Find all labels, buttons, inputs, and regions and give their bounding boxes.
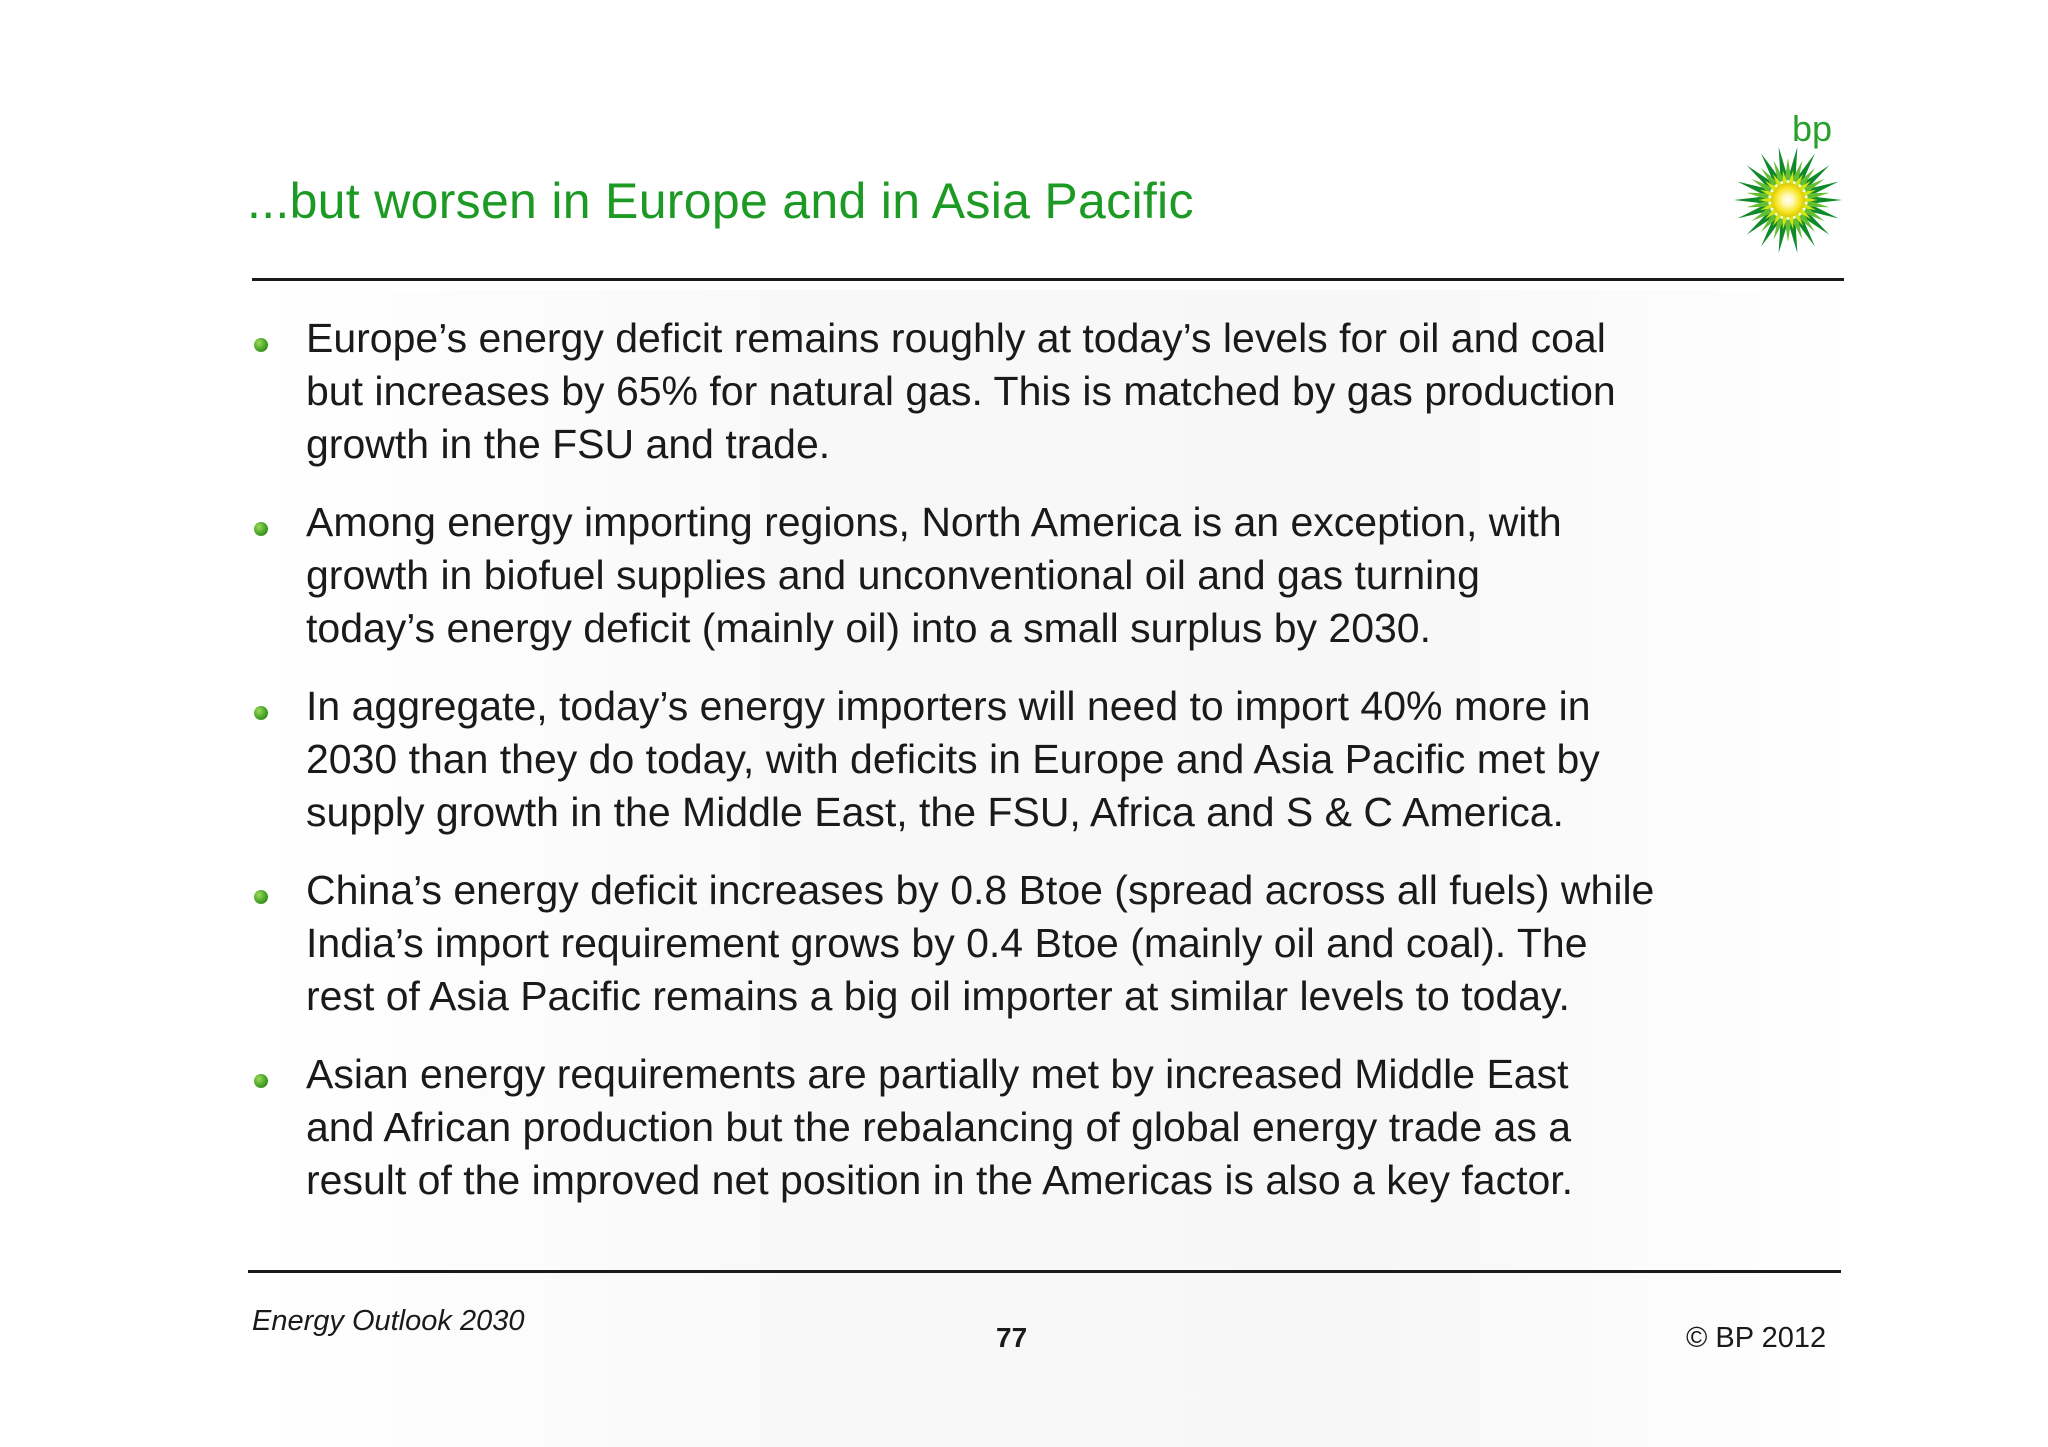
list-item (252, 312, 1852, 471)
bullet-text: Among energy importing regions, North America is an exception, with growth in biofuel supplies and unconventional oil and gas turning today’s energy deficit (mainly oil) into a small surplus by 2030. (306, 499, 1562, 651)
title-divider (252, 278, 1844, 281)
list-item (252, 496, 1852, 655)
slide-title: ...but worsen in Europe and in Asia Pacific (247, 173, 1194, 229)
helios-petal (1785, 220, 1792, 242)
copyright-notice: © BP 2012 (1686, 1322, 1827, 1354)
bullet-dot-icon (254, 1074, 268, 1088)
bullet-text: China’s energy deficit increases by 0.8 Btoe (spread across all fuels) while India’s import requirement grows by 0.4 Btoe (mainly oil and coal). The rest of Asia Pacific remains a big oil importer at similar levels to today. (306, 867, 1655, 1019)
bp-helios-logo-icon (1733, 145, 1843, 255)
bullet-dot-icon (254, 890, 268, 904)
bullet-list (252, 312, 1852, 1232)
bp-wordmark: bp (1792, 108, 1833, 149)
helios-petal (1785, 158, 1792, 180)
publication-title: Energy Outlook 2030 (252, 1305, 525, 1337)
bullet-text: Europe’s energy deficit remains roughly at today’s levels for oil and coal but increases by 65% for natural gas. This is matched by gas production growth in the FSU and trade. (306, 315, 1616, 467)
page-number: 77 (996, 1322, 1028, 1353)
bullet-dot-icon (254, 706, 268, 720)
footer-divider (248, 1270, 1841, 1273)
list-item (252, 1048, 1852, 1207)
bullet-text: In aggregate, today’s energy importers will need to import 40% more in 2030 than they do today, with deficits in Europe and Asia Pacific met by supply growth in the Middle East, the FSU, Africa and S & C America. (306, 683, 1600, 835)
list-item (252, 864, 1852, 1023)
list-item (252, 680, 1852, 839)
bullet-dot-icon (254, 522, 268, 536)
bullet-dot-icon (254, 338, 268, 352)
bullet-text: Asian energy requirements are partially met by increased Middle East and African production but the rebalancing of global energy trade as a result of the improved net position in the Americas is also a key factor. (306, 1051, 1574, 1203)
